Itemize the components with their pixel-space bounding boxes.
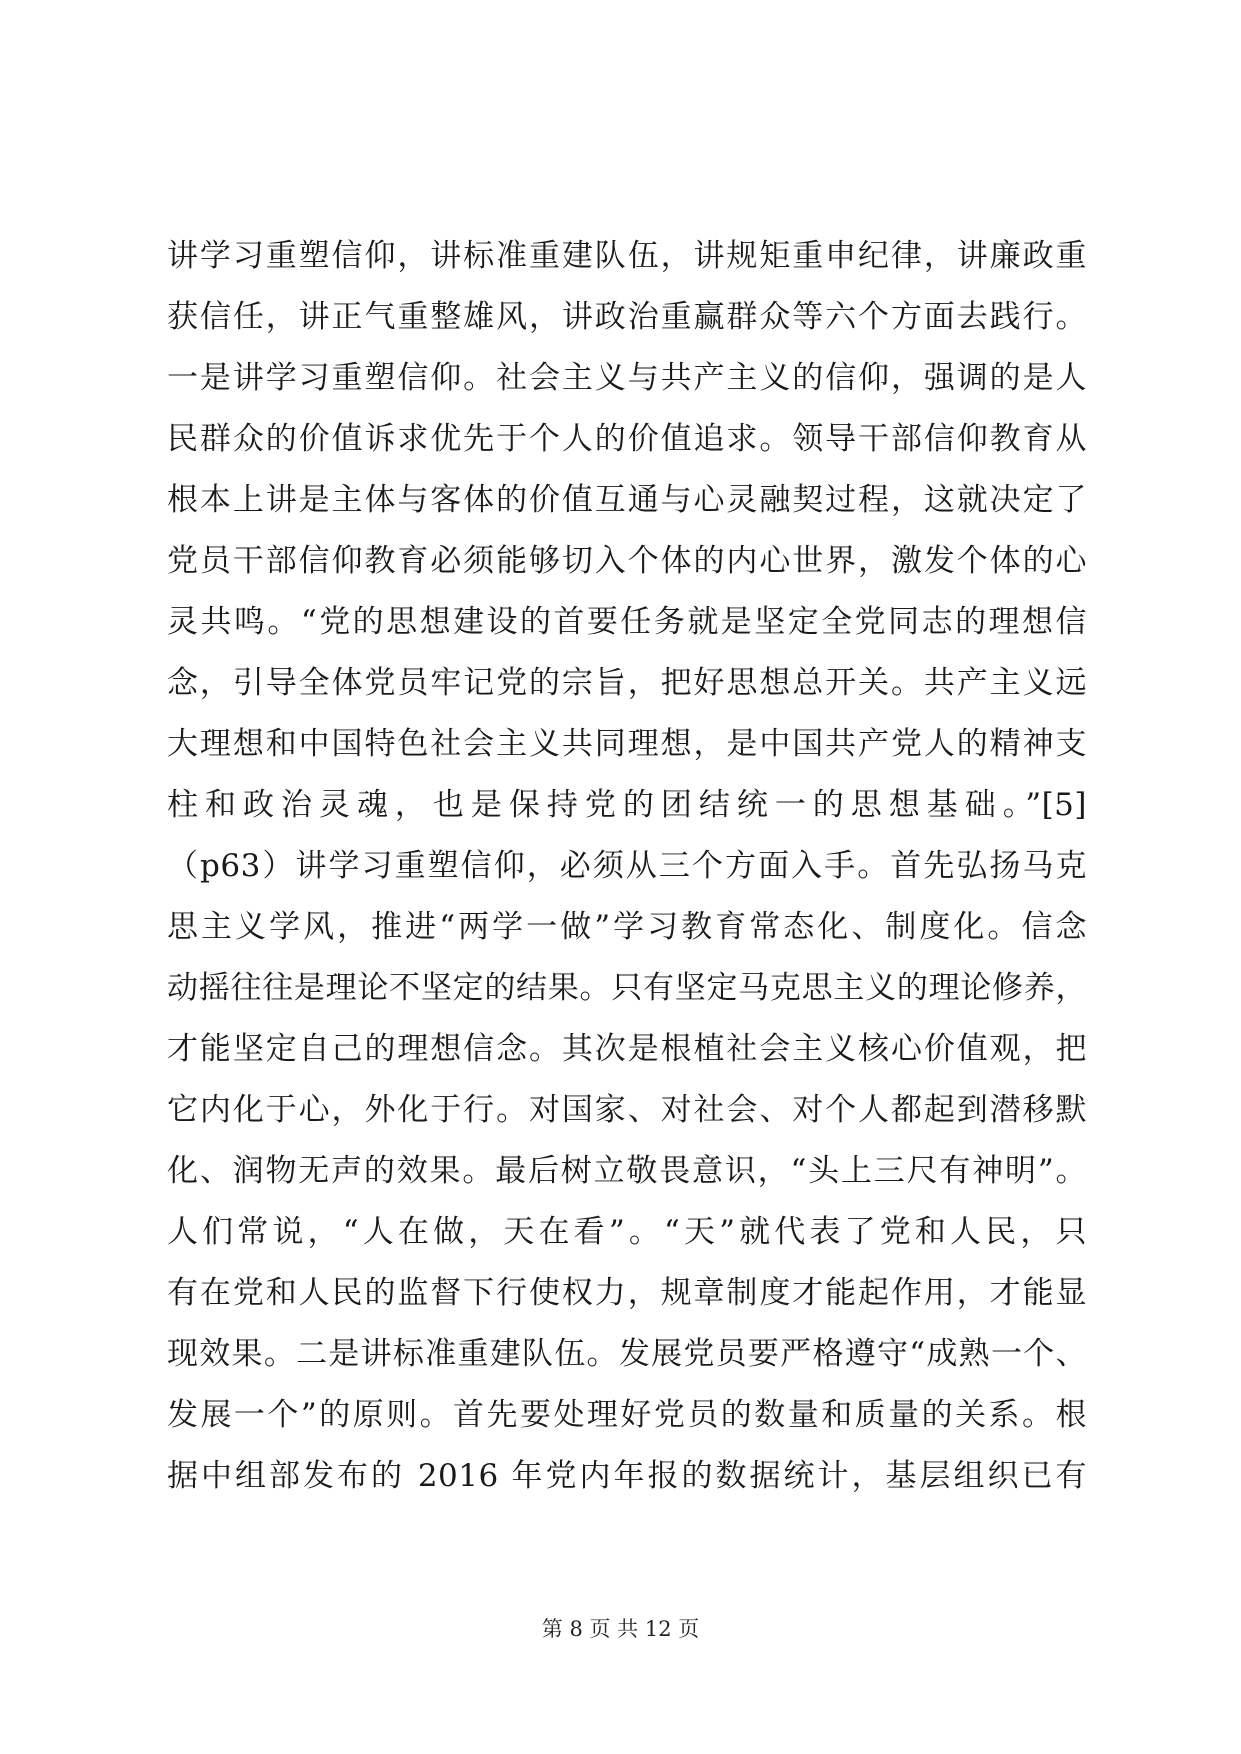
text-line: 柱和政治灵魂，也是保持党的团结统一的思想基础。”[5] (167, 787, 1087, 823)
text-line: （p63）讲学习重塑信仰，必须从三个方面入手。首先弘扬马克 (167, 848, 1087, 884)
text-line: 化、润物无声的效果。最后树立敬畏意识，“头上三尺有神明”。 (167, 1153, 1087, 1189)
text-line: 据中组部发布的 2016 年党内年报的数据统计，基层组织已有 (167, 1458, 1087, 1494)
text-line: 现效果。二是讲标准重建队伍。发展党员要严格遵守“成熟一个、 (167, 1336, 1087, 1372)
text-line: 人们常说，“人在做，天在看”。“天”就代表了党和人民，只 (167, 1214, 1087, 1250)
text-line: 民群众的价值诉求优先于个人的价值追求。领导干部信仰教育从 (167, 421, 1087, 457)
text-line: 才能坚定自己的理想信念。其次是根植社会主义核心价值观，把 (167, 1031, 1087, 1067)
text-line: 动摇往往是理论不坚定的结果。只有坚定马克思主义的理论修养， (167, 970, 1087, 1006)
text-line: 念，引导全体党员牢记党的宗旨，把好思想总开关。共产主义远 (167, 665, 1087, 701)
body-text (167, 226, 1087, 1507)
text-line: 灵共鸣。“党的思想建设的首要任务就是坚定全党同志的理想信 (167, 604, 1087, 640)
text-line: 党员干部信仰教育必须能够切入个体的内心世界，激发个体的心 (167, 543, 1087, 579)
text-line: 思主义学风，推进“两学一做”学习教育常态化、制度化。信念 (167, 909, 1087, 945)
text-line: 根本上讲是主体与客体的价值互通与心灵融契过程，这就决定了 (167, 482, 1087, 518)
text-line: 有在党和人民的监督下行使权力，规章制度才能起作用，才能显 (167, 1275, 1087, 1311)
text-line: 大理想和中国特色社会主义共同理想，是中国共产党人的精神支 (167, 726, 1087, 762)
text-line: 讲学习重塑信仰，讲标准重建队伍，讲规矩重申纪律，讲廉政重 (167, 238, 1087, 274)
text-line: 它内化于心，外化于行。对国家、对社会、对个人都起到潜移默 (167, 1092, 1087, 1128)
text-line: 一是讲学习重塑信仰。社会主义与共产主义的信仰，强调的是人 (167, 360, 1087, 396)
text-line: 发展一个”的原则。首先要处理好党员的数量和质量的关系。根 (167, 1397, 1087, 1433)
page-number-footer: 第 8 页 共 12 页 (541, 1617, 700, 1641)
text-line: 获信任，讲正气重整雄风，讲政治重赢群众等六个方面去践行。 (167, 299, 1087, 335)
